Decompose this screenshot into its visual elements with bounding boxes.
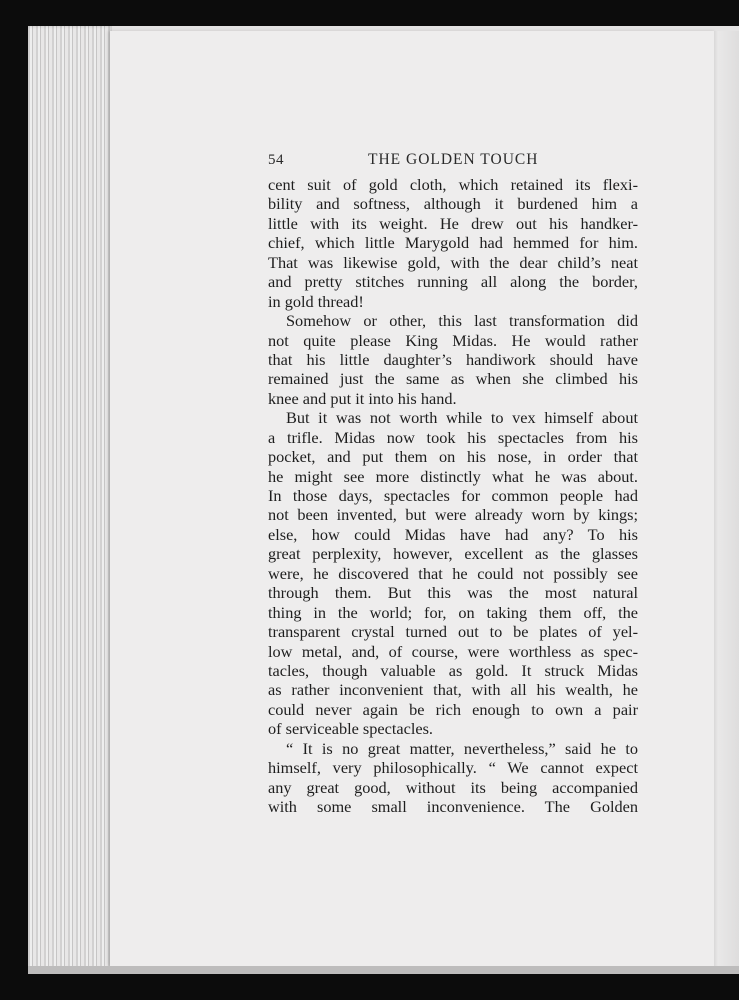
text-line: thing in the world; for, on taking them off, the <box>268 602 638 622</box>
text-line: not quite please King Midas. He would rather <box>268 330 638 350</box>
text-line: But it was not worth while to vex himself about <box>286 408 638 428</box>
text-line: he might see more distinctly what he was about. <box>268 466 638 486</box>
text-line: could never again be rich enough to own a pair <box>268 699 638 719</box>
text-line: In those days, spectacles for common people had <box>268 486 638 505</box>
text-line: were, he discovered that he could not possibly see <box>268 563 638 583</box>
text-line: “ It is no great matter, nevertheless,” said he to <box>286 738 638 758</box>
text-line: in gold thread! <box>268 291 364 311</box>
text-line: great perplexity, however, excellent as the glasses <box>268 544 638 564</box>
text-line: as rather inconvenient that, with all his wealth, he <box>268 680 638 700</box>
text-line: cent suit of gold cloth, which retained its flexi- <box>268 175 638 194</box>
text-line: tacles, though valuable as gold. It struck Midas <box>268 660 638 680</box>
text-line: any great good, without its being accompanied <box>268 777 638 797</box>
text-line: a trifle. Midas now took his spectacles from his <box>268 427 638 447</box>
running-head: THE GOLDEN TOUCH <box>368 151 539 168</box>
book-bottom-edge <box>28 966 739 974</box>
text-line: low metal, and, of course, were worthless as spec- <box>268 641 638 661</box>
text-line: through them. But this was the most natural <box>268 583 638 603</box>
stacked-page-edges <box>28 26 112 972</box>
text-line: and pretty stitches running all along the border, <box>268 272 638 292</box>
text-line: little with its weight. He drew out his handker- <box>268 213 638 233</box>
page-number: 54 <box>268 152 284 168</box>
body-text <box>268 175 638 816</box>
text-line: That was likewise gold, with the dear child’s neat <box>268 252 638 272</box>
text-line: transparent crystal turned out to be plates of yel- <box>268 622 638 642</box>
facing-page-edge <box>714 31 739 966</box>
text-line: himself, very philosophically. “ We cannot expect <box>268 758 638 778</box>
text-line: remained just the same as when she climbed his <box>268 369 638 389</box>
text-line: pocket, and put them on his nose, in order that <box>268 447 638 467</box>
text-line: Somehow or other, this last transformation did <box>286 311 638 331</box>
text-line: else, how could Midas have had any? To his <box>268 524 638 544</box>
text-line: knee and put it into his hand. <box>268 388 457 408</box>
page-header <box>268 150 638 172</box>
text-line: not been invented, but were already worn by kings; <box>268 505 638 525</box>
text-line: chief, which little Marygold had hemmed for him. <box>268 233 638 253</box>
text-line: that his little daughter’s handiwork should have <box>268 349 638 369</box>
text-line: of serviceable spectacles. <box>268 719 433 739</box>
text-line: with some small inconvenience. The Golden <box>268 797 638 816</box>
text-line: bility and softness, although it burdened him a <box>268 194 638 214</box>
